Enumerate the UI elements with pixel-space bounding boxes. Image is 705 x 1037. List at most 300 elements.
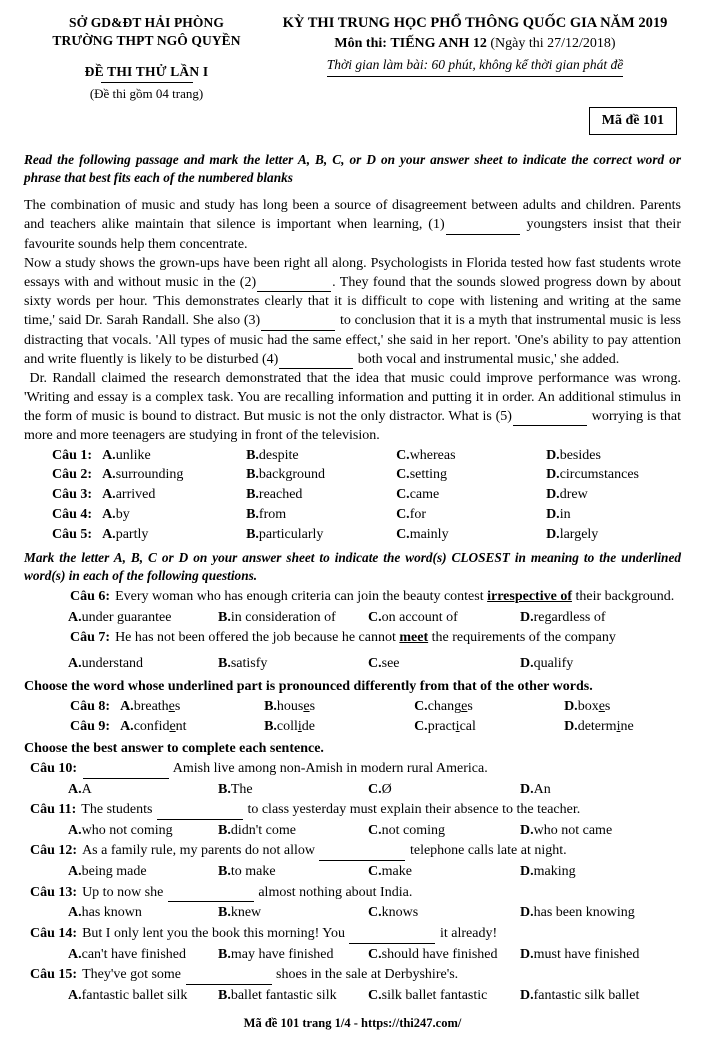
option-text-c: not coming (381, 823, 446, 839)
passage-blank-5 (513, 414, 587, 426)
option-text-c: for (409, 507, 427, 523)
option-group (24, 945, 681, 965)
option-text-d: regardless of (533, 609, 606, 625)
option-group (92, 505, 681, 525)
option-d[interactable] (520, 821, 670, 841)
option-letter-c: C. (396, 487, 410, 503)
question-text-a: They've got some (82, 966, 185, 982)
answer-blank (157, 808, 243, 820)
question-label: Câu 13: (30, 884, 78, 900)
question-text (77, 841, 681, 861)
question-label: Câu 14: (30, 925, 78, 941)
option-b[interactable] (218, 862, 368, 882)
department-name: SỞ GD&ĐT HẢI PHÒNG (69, 15, 224, 30)
option-d[interactable] (546, 505, 571, 525)
option-letter-b: B. (218, 609, 231, 625)
option-d[interactable] (564, 697, 610, 717)
option-text-b: reached (258, 487, 303, 503)
question-row (24, 697, 681, 717)
time-line-wrap (269, 54, 681, 78)
question-text (77, 924, 681, 944)
passage-p2-c: to conclusion that it is a myth that instrumental music is less distracting that vocals. 'All types of music had the same effect,' she said in her report. 'One's ability to pay attention and write fluently is likely to be disturbed (4) (24, 313, 681, 367)
option-text-b: despite (258, 447, 299, 463)
option-text-a: by (115, 507, 130, 523)
question-label: Câu 12: (30, 843, 78, 859)
option-text-a: surrounding (115, 467, 184, 483)
option-letter-a: A. (102, 487, 116, 503)
time-line: Thời gian làm bài: 60 phút, không kể thời gian phát đề (327, 54, 623, 78)
option-group (92, 446, 681, 466)
option-a[interactable] (68, 608, 218, 628)
option-text-b: knew (230, 905, 262, 921)
option-c[interactable] (396, 485, 546, 505)
passage-blank-1 (446, 223, 520, 235)
question-label: Câu 4: (52, 507, 93, 523)
question-row (24, 485, 681, 505)
question-text-a: As a family rule, my parents do not allow (82, 843, 319, 859)
option-text-d: in (559, 507, 571, 523)
passage-p1-b: youngsters insist that their favourite sounds help them concentrate. (24, 217, 681, 252)
option-text-a: understand (81, 655, 144, 671)
subject-name: TIẾNG ANH 12 (390, 35, 487, 51)
option-letter-d: D. (520, 823, 534, 839)
option-letter-d: D. (546, 487, 560, 503)
option-a[interactable] (68, 821, 218, 841)
option-text-b: in consideration of (230, 609, 336, 625)
instruction-closest-meaning: Mark the letter A, B, C or D on your answer sheet to indicate the word(s) CLOSEST in meaning to the underlined word(s) in each of the following questions. (24, 549, 681, 583)
option-letter-c: C. (368, 946, 382, 962)
option-letter-a: A. (102, 467, 116, 483)
option-underlined-d: i (616, 718, 621, 734)
option-post-c: s (467, 698, 473, 714)
option-text-d: fantastic silk ballet (533, 987, 640, 1003)
exam-label: ĐỀ THI THỬ LẦN I (84, 64, 209, 80)
question-text-b: Amish live among non-Amish in modern rural America. (170, 761, 488, 777)
option-text-d: largely (559, 527, 599, 543)
option-underlined-d: e (598, 698, 605, 714)
option-letter-a: A. (120, 718, 134, 734)
question-label: Câu 10: (30, 761, 78, 777)
pages-note: (Đề thi gồm 04 trang) (89, 86, 204, 102)
option-a[interactable] (68, 862, 218, 882)
option-text-c: should have finished (381, 946, 498, 962)
question-text (77, 965, 681, 985)
option-letter-a: A. (68, 864, 82, 880)
exam-label-rule (101, 82, 193, 83)
answer-blank (319, 849, 405, 861)
option-letter-d: D. (520, 655, 534, 671)
question-text-b: it already! (436, 925, 498, 941)
passage-p2-d: both vocal and instrumental music,' she added. (354, 351, 620, 367)
question-text-b: shoes in the sale at Derbyshire's. (272, 966, 459, 982)
option-letter-d: D. (520, 864, 534, 880)
option-text-d: qualify (533, 655, 574, 671)
passage-p2-a: Now a study shows the grown-ups have been right all along. Psychologists in Florida tested how fast students wrote essays with and without music in the (2) (24, 255, 681, 290)
option-group (24, 608, 681, 628)
option-text-c: Ø (381, 781, 392, 797)
question-label: Câu 3: (52, 487, 93, 503)
school-name: TRƯỜNG THPT NGÔ QUYỀN (52, 33, 241, 49)
question-text-b: almost nothing about India. (254, 884, 413, 900)
option-text-c: see (381, 655, 400, 671)
option-text-b: background (258, 467, 325, 483)
answer-blank (83, 767, 169, 779)
option-b[interactable] (264, 717, 414, 737)
option-c[interactable] (368, 608, 520, 628)
subject-prefix: Môn thi: (334, 35, 387, 51)
question-text-b: their background. (571, 588, 675, 604)
question-text (77, 759, 681, 779)
option-letter-a: A. (68, 987, 82, 1003)
option-d[interactable] (520, 862, 670, 882)
document-header (24, 14, 681, 135)
option-b[interactable] (218, 608, 368, 628)
option-letter-d: D. (564, 698, 578, 714)
option-a[interactable] (102, 446, 246, 466)
option-letter-b: B. (264, 718, 277, 734)
question-row (24, 924, 681, 944)
option-letter-d: D. (546, 467, 560, 483)
option-b[interactable] (246, 525, 396, 545)
option-c[interactable] (396, 446, 546, 466)
header-school-block (24, 14, 269, 102)
option-d[interactable] (520, 608, 670, 628)
passage-p3-a: Dr. Randall claimed the research demonstrated that the idea that music could improve performance was wrong. 'Writing and essay is a complex task. You are recalling information and putting it in order. An additional stimulus in the form of music is bound to distract. But music is not the only distractor. What is (5) (24, 370, 681, 425)
question-label: Câu 9: (70, 718, 111, 734)
option-letter-d: D. (564, 718, 578, 734)
option-b[interactable] (246, 446, 396, 466)
option-text-d: circumstances (559, 467, 639, 483)
option-letter-d: D. (520, 781, 534, 797)
option-letter-a: A. (68, 905, 82, 921)
option-letter-d: D. (546, 507, 560, 523)
passage-paragraph-2 (24, 254, 681, 369)
option-letter-c: C. (396, 467, 410, 483)
questions-1-5 (24, 446, 681, 545)
option-text-a: under guarantee (81, 609, 172, 625)
option-text-b: may have finished (230, 946, 334, 962)
option-a[interactable] (68, 986, 218, 1006)
question-row (24, 587, 681, 607)
option-letter-c: C. (368, 823, 382, 839)
passage-blank-2 (257, 280, 331, 292)
option-letter-b: B. (218, 905, 231, 921)
question-row (24, 800, 681, 820)
instruction-pronunciation: Choose the word whose underlined part is pronounced differently from that of the other words. (24, 679, 593, 695)
option-a[interactable] (68, 945, 218, 965)
option-post-b: de (301, 718, 316, 734)
option-b[interactable] (218, 945, 368, 965)
option-pre-a: breath (133, 698, 169, 714)
page-footer: Mã đề 101 trang 1/4 - https://thi247.com/ (243, 1016, 462, 1031)
question-row (24, 717, 681, 737)
option-letter-b: B. (246, 467, 259, 483)
option-text-b: to make (230, 864, 276, 880)
option-group (92, 525, 681, 545)
option-c[interactable] (368, 780, 520, 800)
option-letter-a: A. (68, 946, 82, 962)
subject-line (269, 33, 681, 54)
option-c[interactable] (396, 525, 546, 545)
option-group (24, 862, 681, 882)
option-letter-b: B. (218, 655, 231, 671)
option-d[interactable] (520, 945, 670, 965)
option-c[interactable] (368, 862, 520, 882)
option-b[interactable] (218, 654, 368, 674)
option-c[interactable] (414, 697, 564, 717)
answer-blank (349, 932, 435, 944)
option-letter-a: A. (68, 823, 82, 839)
question-row (24, 446, 681, 466)
option-letter-d: D. (520, 905, 534, 921)
option-d[interactable] (546, 465, 639, 485)
option-text-a: being made (81, 864, 147, 880)
option-c[interactable] (396, 465, 546, 485)
option-letter-b: B. (218, 987, 231, 1003)
option-text-a: A (81, 781, 92, 797)
option-letter-d: D. (546, 527, 560, 543)
option-letter-c: C. (396, 507, 410, 523)
option-c[interactable] (368, 945, 520, 965)
option-letter-a: A. (120, 698, 134, 714)
question-text-a: But I only lent you the book this morning! You (82, 925, 349, 941)
question-text (76, 800, 681, 820)
option-letter-a: A. (68, 781, 82, 797)
passage-paragraph-1 (24, 196, 681, 254)
option-c[interactable] (396, 505, 546, 525)
option-a[interactable] (68, 654, 218, 674)
option-c[interactable] (368, 654, 520, 674)
question-row (24, 883, 681, 903)
option-text-b: The (230, 781, 253, 797)
option-c[interactable] (368, 821, 520, 841)
exam-code-badge: Mã đề 101 (589, 107, 677, 135)
option-letter-d: D. (520, 946, 534, 962)
option-b[interactable] (246, 505, 396, 525)
option-group (24, 986, 681, 1006)
option-d[interactable] (520, 654, 670, 674)
option-a[interactable] (102, 505, 246, 525)
option-d[interactable] (520, 986, 670, 1006)
option-underlined-c: i (455, 718, 460, 734)
option-pre-a: confid (133, 718, 170, 734)
question-text-a: Every woman who has enough criteria can join the beauty contest (115, 588, 488, 604)
option-text-c: mainly (409, 527, 449, 543)
option-text-d: besides (559, 447, 601, 463)
option-underlined-a: e (169, 718, 176, 734)
option-letter-a: A. (102, 527, 116, 543)
option-post-d: ne (620, 718, 634, 734)
passage-blank-3 (261, 319, 335, 331)
question-text (110, 628, 681, 648)
option-letter-d: D. (546, 447, 560, 463)
question-label: Câu 15: (30, 966, 78, 982)
option-group (92, 465, 681, 485)
option-a[interactable] (120, 697, 264, 717)
option-text-d: has been knowing (533, 905, 635, 921)
option-c[interactable] (368, 986, 520, 1006)
question-row (24, 965, 681, 985)
option-b[interactable] (218, 986, 368, 1006)
option-letter-d: D. (520, 609, 534, 625)
option-letter-b: B. (218, 781, 231, 797)
question-text (77, 883, 681, 903)
passage-p1-a: The combination of music and study has long been a source of disagreement between adults and children. Parents and teachers alike maintain that silence is important when learning, (1) (24, 198, 681, 233)
answer-blank (168, 890, 254, 902)
option-b[interactable] (246, 485, 396, 505)
option-text-a: unlike (115, 447, 151, 463)
option-b[interactable] (246, 465, 396, 485)
option-text-b: ballet fantastic silk (230, 987, 337, 1003)
option-letter-b: B. (246, 447, 259, 463)
option-post-b: s (309, 698, 316, 714)
exam-title: KỲ THI TRUNG HỌC PHỔ THÔNG QUỐC GIA NĂM 2019 (282, 15, 668, 31)
option-group (24, 780, 681, 800)
option-letter-b: B. (246, 527, 259, 543)
question-text-a: Up to now she (82, 884, 167, 900)
subject-date: (Ngày thi 27/12/2018) (490, 35, 616, 51)
question-row (24, 525, 681, 545)
option-text-d: making (533, 864, 576, 880)
option-text-c: knows (381, 905, 419, 921)
question-text (110, 587, 681, 607)
question-text-b: the requirements of the company (428, 629, 616, 645)
option-letter-b: B. (218, 864, 231, 880)
option-a[interactable] (102, 465, 246, 485)
question-text-b: telephone calls late at night. (406, 843, 567, 859)
option-pre-d: determ (577, 718, 617, 734)
option-d[interactable] (546, 525, 598, 545)
option-d[interactable] (546, 446, 601, 466)
option-a[interactable] (102, 485, 246, 505)
option-letter-b: B. (218, 823, 231, 839)
option-pre-b: hous (276, 698, 304, 714)
reading-passage (24, 196, 681, 445)
option-pre-b: coll (276, 718, 298, 734)
question-label: Câu 5: (52, 527, 93, 543)
option-text-b: didn't come (230, 823, 296, 839)
option-text-b: particularly (258, 527, 324, 543)
question-text-a: The students (81, 802, 156, 818)
option-group (92, 485, 681, 505)
option-letter-c: C. (368, 781, 382, 797)
option-letter-a: A. (102, 447, 116, 463)
passage-p3-b: worrying is that more and more teenagers are studying in front of the television. (24, 409, 682, 444)
option-b[interactable] (218, 821, 368, 841)
header-exam-block (269, 14, 681, 135)
question-text-b: to class yesterday must explain their absence to the teacher. (243, 802, 581, 818)
question-label: Câu 8: (70, 698, 111, 714)
underlined-phrase: irrespective of (487, 588, 572, 604)
answer-blank (186, 973, 272, 985)
option-text-c: on account of (381, 609, 458, 625)
option-text-a: can't have finished (81, 946, 186, 962)
option-text-d: must have finished (533, 946, 640, 962)
option-a[interactable] (68, 780, 218, 800)
option-letter-a: A. (68, 655, 82, 671)
option-text-c: came (409, 487, 440, 503)
option-b[interactable] (264, 697, 414, 717)
option-letter-a: A. (68, 609, 82, 625)
question-row (24, 465, 681, 485)
option-group (24, 821, 681, 841)
passage-blank-4 (279, 357, 353, 369)
option-text-d: who not came (533, 823, 613, 839)
option-group (110, 697, 681, 717)
question-row (24, 759, 681, 779)
option-text-a: who not coming (81, 823, 173, 839)
option-group (110, 717, 681, 737)
option-letter-b: B. (264, 698, 277, 714)
option-letter-b: B. (246, 507, 259, 523)
question-label: Câu 6: (70, 588, 111, 604)
option-text-a: has known (81, 905, 142, 921)
option-letter-c: C. (368, 609, 382, 625)
option-text-c: silk ballet fantastic (381, 987, 488, 1003)
option-letter-d: D. (520, 987, 534, 1003)
question-row (24, 628, 681, 648)
option-text-d: drew (559, 487, 588, 503)
instruction-passage: Read the following passage and mark the letter A, B, C, or D on your answer sheet to indicate the correct word or phrase that best fits each of the numbered blanks (24, 152, 681, 186)
option-d[interactable] (520, 780, 670, 800)
option-pre-d: box (577, 698, 599, 714)
option-underlined-b: e (303, 698, 310, 714)
question-row (24, 841, 681, 861)
option-a[interactable] (120, 717, 264, 737)
option-underlined-b: i (297, 718, 302, 734)
option-letter-c: C. (396, 447, 410, 463)
question-label: Câu 2: (52, 467, 93, 483)
option-c[interactable] (414, 717, 564, 737)
option-text-a: partly (115, 527, 149, 543)
option-letter-c: C. (368, 905, 382, 921)
instruction-best-answer: Choose the best answer to complete each sentence. (24, 741, 324, 757)
option-letter-a: A. (102, 507, 116, 523)
option-pre-c: pract (427, 718, 456, 734)
underlined-phrase: meet (399, 629, 429, 645)
option-post-c: cal (459, 718, 476, 734)
option-pre-c: chang (427, 698, 462, 714)
passage-paragraph-3 (24, 369, 681, 446)
option-b[interactable] (218, 780, 368, 800)
option-text-d: An (533, 781, 551, 797)
question-text-a: He has not been offered the job because he cannot (115, 629, 400, 645)
option-post-d: s (604, 698, 611, 714)
question-row (24, 505, 681, 525)
question-label: Câu 11: (30, 802, 77, 818)
option-d[interactable] (546, 485, 588, 505)
option-letter-b: B. (246, 487, 259, 503)
option-letter-c: C. (414, 718, 428, 734)
question-label: Câu 7: (70, 629, 111, 645)
option-letter-c: C. (368, 864, 382, 880)
option-d[interactable] (564, 717, 634, 737)
option-text-c: setting (409, 467, 448, 483)
option-underlined-c: e (461, 698, 468, 714)
option-group (24, 654, 681, 674)
exam-code-wrap (269, 99, 681, 135)
option-a[interactable] (102, 525, 246, 545)
option-letter-c: C. (414, 698, 428, 714)
option-text-a: arrived (115, 487, 156, 503)
option-text-c: make (381, 864, 412, 880)
option-post-a: s (174, 698, 181, 714)
option-letter-b: B. (218, 946, 231, 962)
option-text-b: from (258, 507, 287, 523)
question-label: Câu 1: (52, 447, 93, 463)
option-post-a: nt (175, 718, 187, 734)
option-letter-c: C. (368, 655, 382, 671)
